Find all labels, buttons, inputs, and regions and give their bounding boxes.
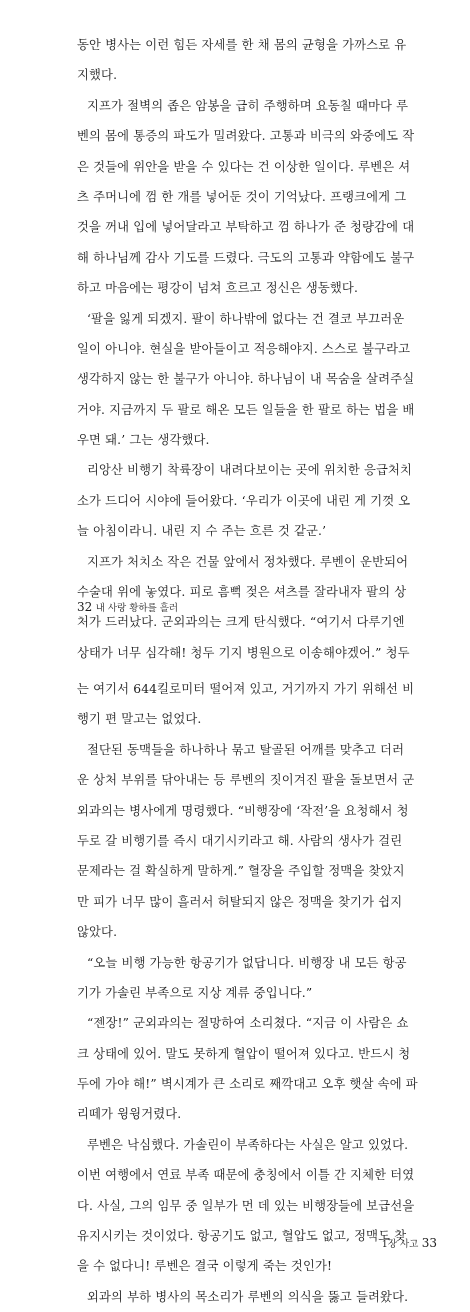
text-line: 동안 병사는 이런 힘든 자세를 한 채 몸의 균형을 가까스로 유: [77, 38, 407, 52]
text-line: 운 상처 부위를 닦아내는 등 루벤의 짓이겨진 팔을 돌보면서 군: [77, 773, 415, 788]
text-line: 생각하지 않는 한 불구가 아니야. 하나님이 내 목숨을 살려주실: [77, 372, 415, 387]
chapter-title: 1장 사고: [381, 1239, 419, 1250]
text-line: 지프가 처치소 작은 건물 앞에서 정차했다. 루벤이 운반되어: [87, 554, 409, 569]
text-line: 일이 아니야. 현실을 받아들이고 적응해야지. 스스로 불구라고: [77, 341, 411, 356]
text-line: 는 여기서 644킬로미터 떨어져 있고, 거기까지 가기 위해선 비: [77, 682, 415, 696]
text-line: 수술대 위에 놓였다. 피로 흠뻑 젖은 셔츠를 잘라내자 팔의 상: [77, 585, 407, 600]
text-line: 문제라는 걸 확실하게 말하게.” 혈장을 주입할 정맥을 찾았지: [77, 864, 405, 879]
text-line: 외과의는 병사에게 명령했다. “비행장에 ‘작전’을 요청해서 청: [77, 803, 409, 818]
text-line: 처가 드러났다. 군외과의는 크게 탄식했다. “여기서 다루기엔: [77, 615, 405, 630]
folio-left: [77, 600, 178, 614]
text-line: 행기 편 말고는 없었다.: [77, 712, 202, 727]
text-line: 우면 돼.’ 그는 생각했다.: [77, 433, 210, 448]
text-line: 두에 가야 해!” 벽시계가 큰 소리로 째깍대고 오후 햇살 속에 파: [77, 1077, 418, 1092]
text-line: 벤의 몸에 통증의 파도가 밀려왔다. 고통과 비극의 와중에도 작: [77, 129, 415, 144]
page-number: 32: [77, 600, 93, 614]
text-line: 하고 마음에는 평강이 넘쳐 흐르고 정신은 생동했다.: [77, 281, 359, 296]
text-line: 은 것들에 위안을 받을 수 있다는 건 이상한 일이다. 루벤은 셔: [77, 159, 411, 174]
body-text: [77, 674, 437, 1312]
text-line: 소가 드디어 시야에 들어왔다. ‘우리가 이곳에 내린 게 기껏 오: [77, 493, 411, 508]
text-line: 리떼가 윙윙거렸다.: [77, 1107, 182, 1122]
page-number: 33: [421, 1236, 437, 1250]
running-title: 내 사랑 황하를 흘러: [95, 603, 179, 614]
text-line: 만 피가 너무 많이 흘러서 허탈되지 않은 정맥을 찾기가 쉽지: [77, 894, 403, 909]
text-line: 해 하나님께 감사 기도를 드렸다. 극도의 고통과 약함에도 불구: [77, 250, 415, 265]
text-line: 이번 여행에서 연료 부족 때문에 충칭에서 이틀 간 지체한 터였: [77, 1168, 415, 1183]
text-line: 외과의 부하 병사의 목소리가 루벤의 의식을 뚫고 들려왔다.: [87, 1289, 409, 1304]
text-line: 상태가 너무 심각해! 청두 기지 병원으로 이송해야겠어.” 청두: [77, 645, 410, 660]
text-line: 두로 갈 비행기를 즉시 대기시키라고 해. 사람의 생사가 걸린: [77, 833, 403, 848]
text-line: 것을 꺼내 입에 넣어달라고 부탁하고 껌 하나가 준 청량감에 대: [77, 220, 415, 235]
text-line: 츠 주머니에 껌 한 개를 넣어둔 것이 기억났다. 프랭크에게 그: [77, 189, 407, 204]
text-line: “오늘 비행 가능한 항공기가 없답니다. 비행장 내 모든 항공: [87, 955, 407, 970]
text-line: 지했다.: [77, 68, 118, 83]
text-line: 크 상태에 있어. 말도 못하게 혈압이 떨어져 있다고. 반드시 청: [77, 1046, 411, 1061]
text-line: 지프가 절벽의 좁은 암봉을 급히 주행하며 요동칠 때마다 루: [87, 98, 409, 113]
text-line: 않았다.: [77, 925, 118, 940]
text-line: 을 수 없다니! 루벤은 결국 이렇게 죽는 것인가!: [77, 1259, 333, 1274]
text-line: 리앙산 비행기 착륙장이 내려다보이는 곳에 위치한 응급처치: [87, 463, 413, 478]
text-line: 유지시키는 것이었다. 항공기도 없고, 혈압도 없고, 정맥도 찾: [77, 1229, 407, 1244]
text-line: 다. 사실, 그의 임무 중 일부가 먼 데 있는 비행장들에 보급선을: [77, 1198, 415, 1213]
text-line: 절단된 동맥들을 하나하나 묶고 탈골된 어깨를 맞추고 더러: [87, 742, 405, 757]
text-line: 늘 아침이라니. 내린 지 수 주는 흐른 것 같군.’: [77, 524, 327, 539]
text-line: 루벤은 낙심했다. 가솔린이 부족하다는 사실은 알고 있었다.: [87, 1137, 409, 1152]
page-33: [0, 640, 470, 1304]
text-line: 기가 가솔린 부족으로 지상 계류 중입니다.”: [77, 985, 313, 1000]
folio-right: [382, 1236, 437, 1250]
body-text: [77, 30, 437, 668]
text-line: 거야. 지금까지 두 팔로 해온 모든 일들을 한 팔로 하는 법을 배: [77, 402, 415, 417]
text-line: ‘팔을 잃게 되겠지. 팔이 하나밖에 없다는 건 결코 부끄러운: [87, 311, 405, 326]
text-line: “젠장!” 군외과의는 절망하여 소리쳤다. “지금 이 사람은 쇼: [87, 1016, 409, 1031]
